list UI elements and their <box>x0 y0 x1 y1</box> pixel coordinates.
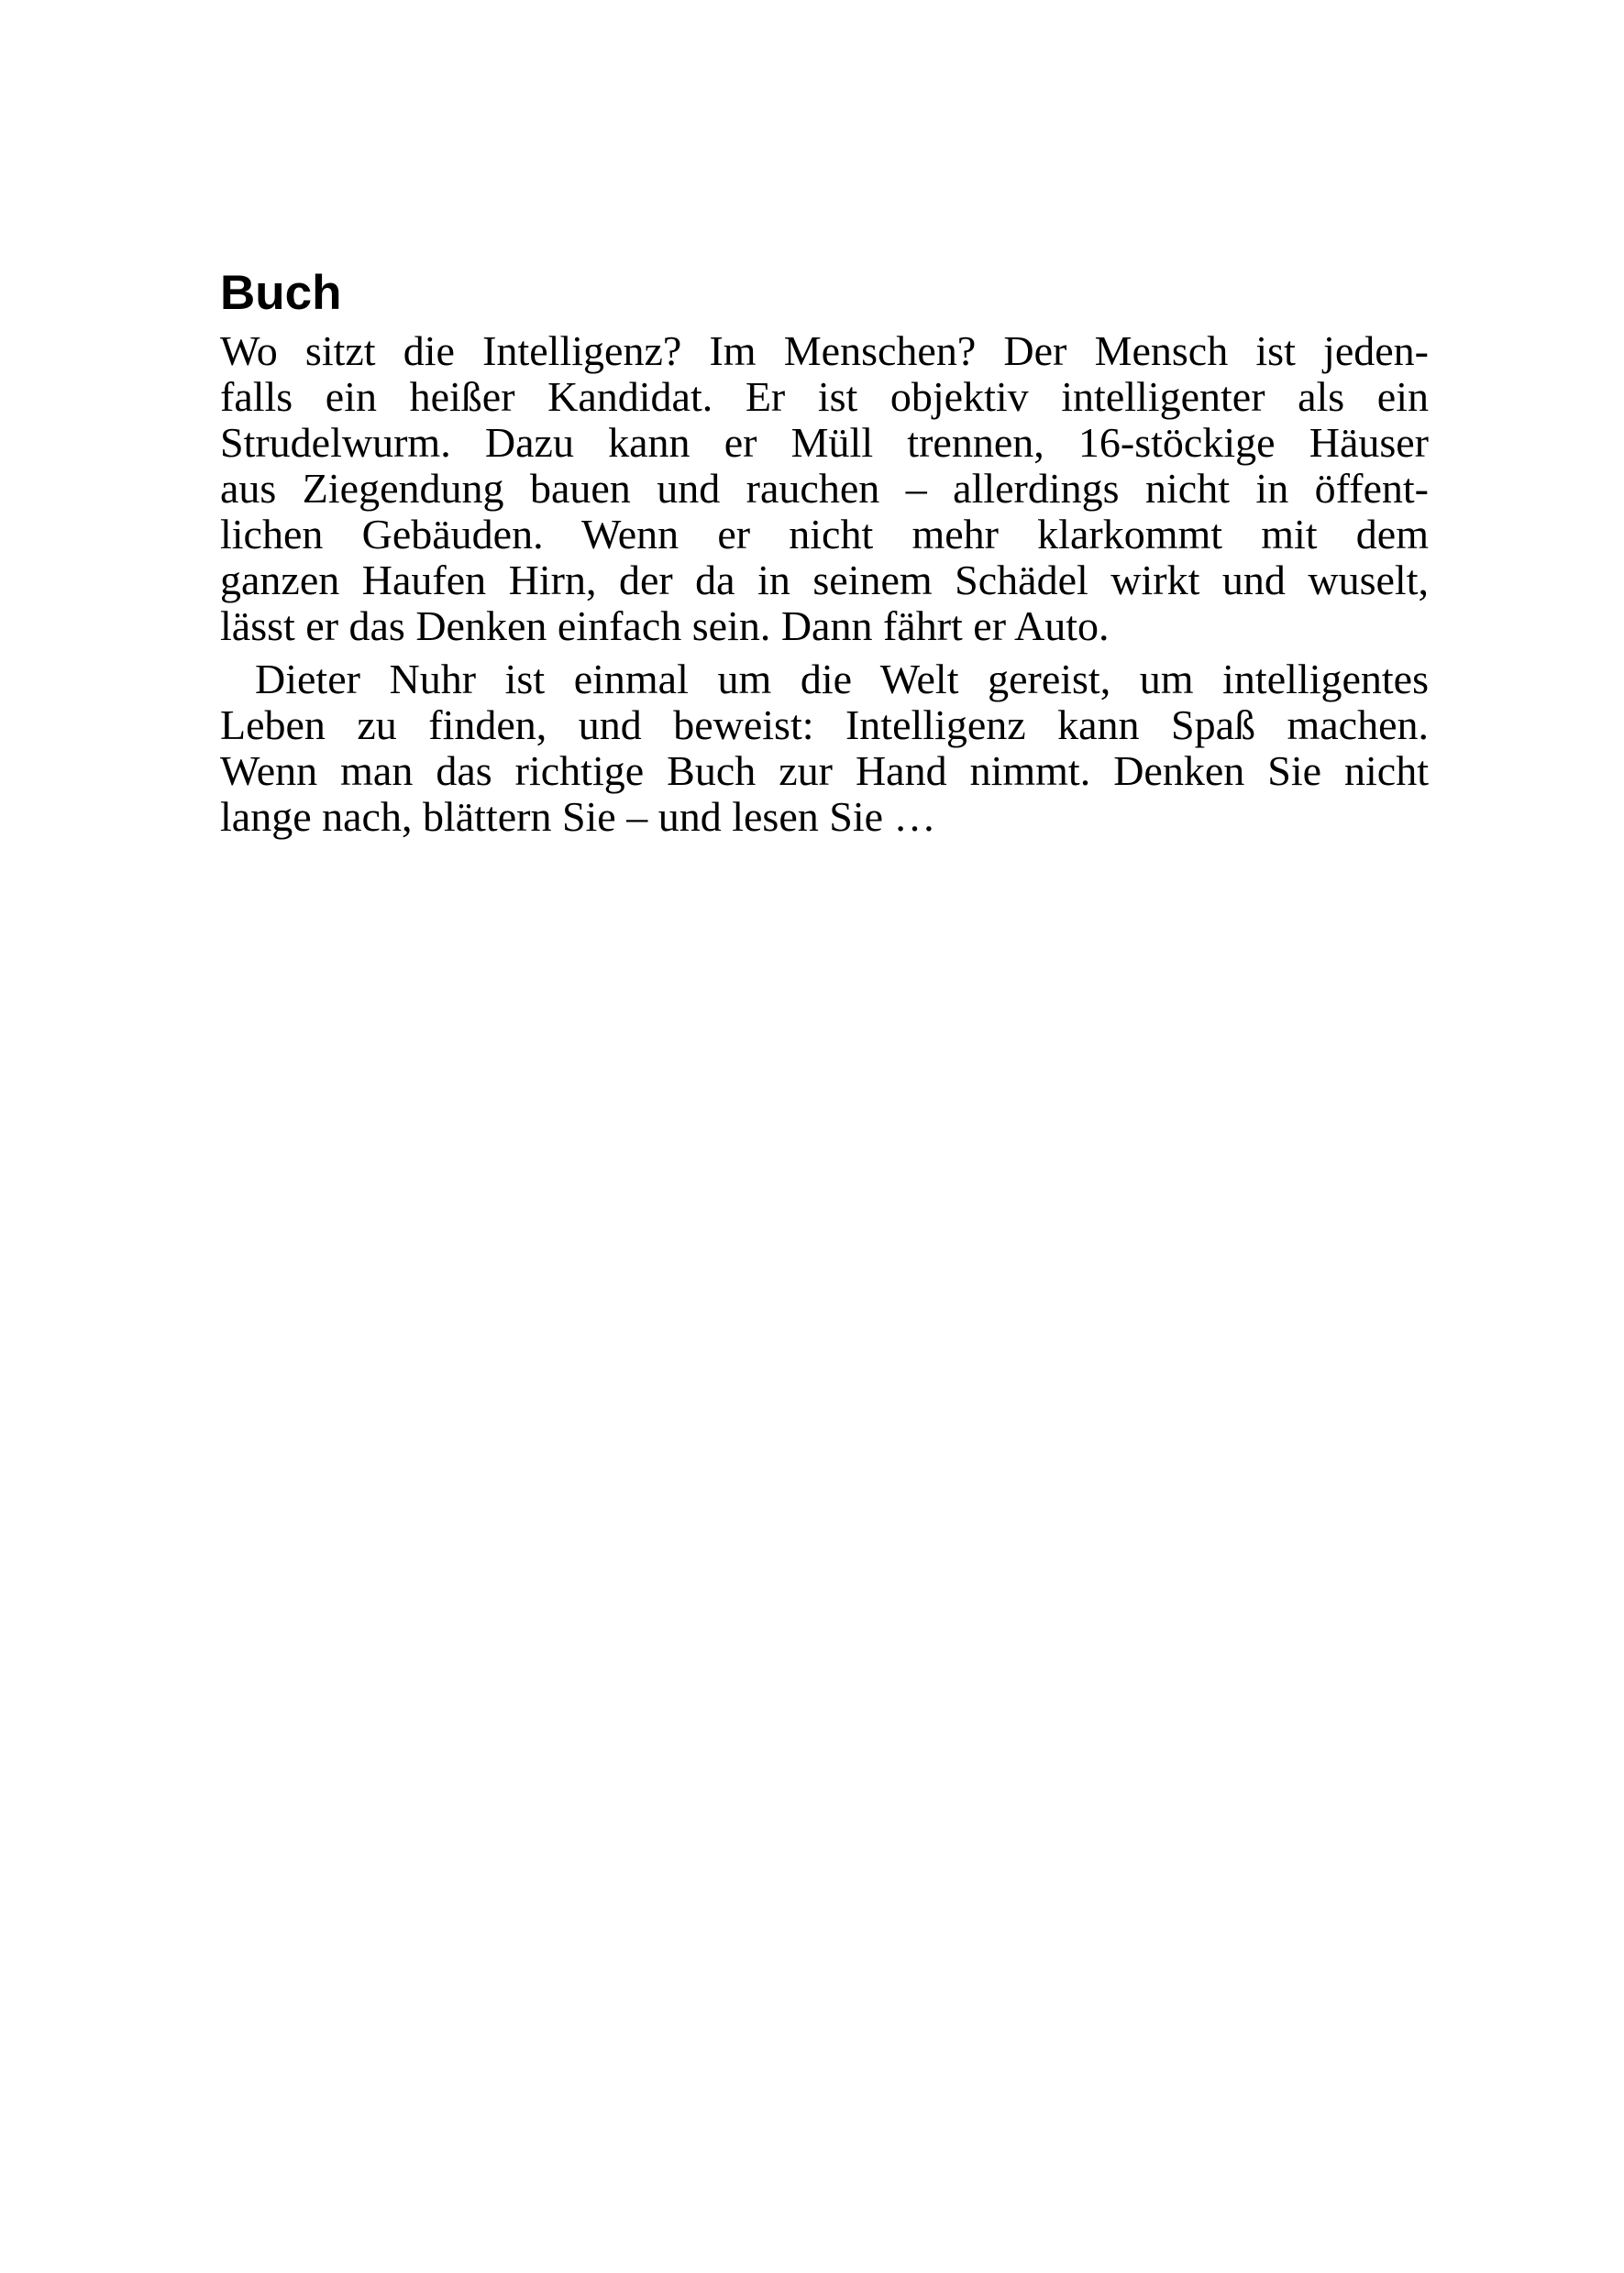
text-line: Leben zu finden, und beweist: Intelligenz kann Spaß machen. <box>220 701 1429 748</box>
text-line: lichen Gebäuden. Wenn er nicht mehr klarkommt mit dem <box>220 511 1429 557</box>
section-heading: Buch <box>220 266 342 320</box>
blurb-section <box>220 266 1429 840</box>
text-line: Wo sitzt die Intelligenz? Im Menschen? Der Mensch ist jeden- <box>220 327 1429 374</box>
text-line: Strudelwurm. Dazu kann er Müll trennen, 16-stöckige Häuser <box>220 419 1429 466</box>
text-line: lange nach, blättern Sie – und lesen Sie … <box>220 793 936 840</box>
text-line: ganzen Haufen Hirn, der da in seinem Schädel wirkt und wuselt, <box>220 557 1429 603</box>
paragraph-1 <box>220 328 1429 649</box>
text-line: falls ein heißer Kandidat. Er ist objektiv intelligenter als ein <box>220 373 1429 420</box>
text-line: Wenn man das richtige Buch zur Hand nimmt. Denken Sie nicht <box>220 747 1429 794</box>
text-line: Dieter Nuhr ist einmal um die Welt gereist, um intelligentes <box>255 656 1429 702</box>
paragraph-2 <box>220 657 1429 840</box>
text-line: lässt er das Denken einfach sein. Dann fährt er Auto. <box>220 602 1110 649</box>
text-line: aus Ziegendung bauen und rauchen – allerdings nicht in öffent- <box>220 465 1429 512</box>
